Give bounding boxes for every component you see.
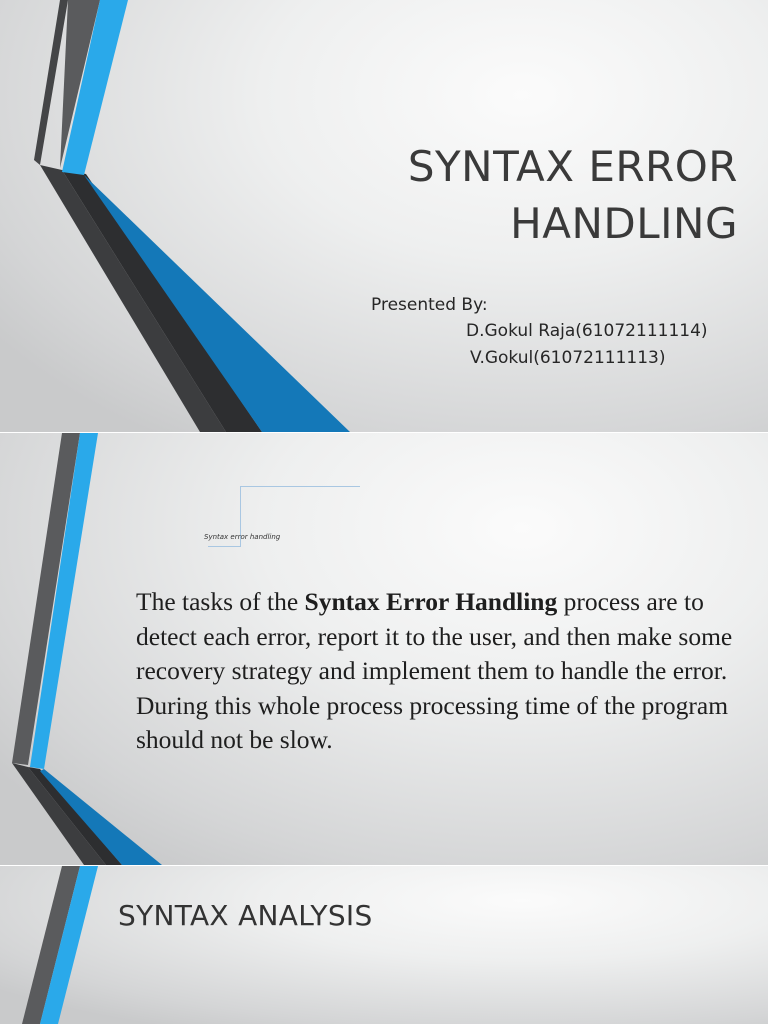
body-text-part: process are to detect each error, report it to the user, and then make some recovery strategy and implement them to handle the error. During this whole process processing time of the program should not be slow. [136, 587, 733, 754]
body-text-part: The tasks of the [136, 587, 305, 616]
title-line-2: HANDLING [510, 199, 738, 248]
slide-body-paragraph [136, 585, 742, 758]
divider [208, 546, 241, 547]
slide-subheading: Syntax error handling [204, 533, 281, 541]
slide-section-title: SYNTAX ANALYSIS [118, 899, 373, 932]
presenter-name: V.Gokul(61072111113) [470, 348, 666, 368]
slide-section [0, 866, 768, 1024]
decorative-swoosh [0, 866, 768, 1024]
slide-title-text [238, 138, 738, 252]
body-text-bold: Syntax Error Handling [304, 587, 558, 616]
presenter-name: D.Gokul Raja(61072111114) [466, 321, 708, 341]
title-line-1: SYNTAX ERROR [407, 142, 738, 191]
presented-by-label: Presented By: [371, 295, 488, 315]
slide-title [0, 0, 768, 432]
slide-content [0, 433, 768, 865]
divider [240, 486, 360, 487]
